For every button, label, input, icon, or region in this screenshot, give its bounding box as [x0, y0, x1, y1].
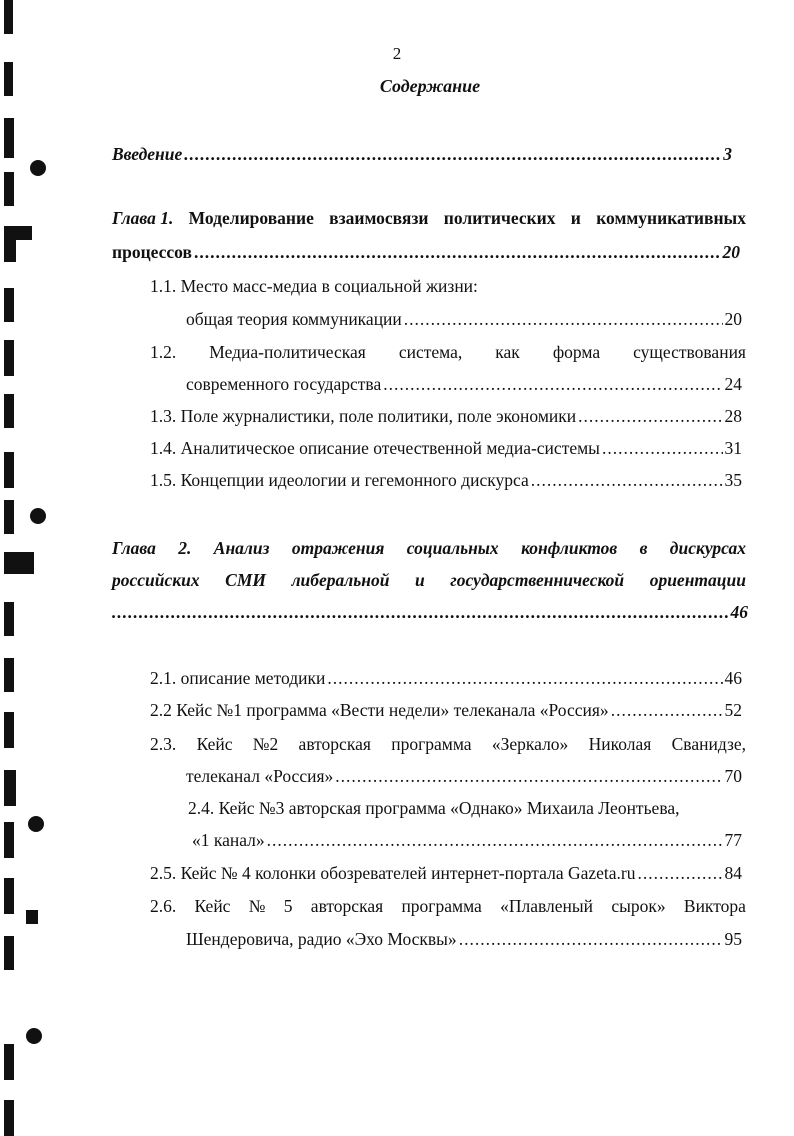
binder-mark — [4, 552, 34, 574]
toc-entry-2-5[interactable]: 2.5. Кейс № 4 колонки обозревателей интернет-портала Gazeta.ru ..... 84 — [150, 863, 742, 884]
toc-entry-2-4[interactable]: 2.4. Кейс №3 авторская программа «Однако» Михаила Леонтьева, — [188, 798, 680, 818]
toc-page-number: 28 — [724, 406, 742, 426]
dot-leader — [267, 830, 723, 851]
toc-entry-2-3-cont[interactable]: телеканал «Россия» ..... 70 — [186, 766, 742, 787]
dot-leader — [637, 863, 722, 884]
binder-mark — [4, 500, 14, 534]
binder-mark — [4, 770, 16, 806]
toc-page-number: 95 — [724, 929, 742, 949]
binder-hole — [30, 508, 46, 524]
dot-leader — [602, 438, 723, 459]
binder-mark — [4, 822, 14, 858]
toc-page-number: 3 — [723, 144, 732, 164]
binder-mark — [4, 712, 14, 748]
binder-mark — [4, 172, 14, 206]
toc-chapter1-title-cont[interactable]: процессов ..... 20 — [112, 242, 740, 263]
dot-leader — [335, 766, 722, 787]
toc-entry-2-4-cont[interactable]: «1 канал» ..... 77 — [192, 830, 742, 851]
toc-entry-1-1[interactable]: 1.1. Место масс-медиа в социальной жизни: — [150, 276, 478, 296]
binder-mark — [4, 658, 14, 692]
toc-page-number: 31 — [724, 438, 742, 458]
binder-mark — [26, 910, 38, 924]
toc-page-number: 20 — [724, 309, 742, 329]
toc-page-number: 84 — [724, 863, 742, 883]
dot-leader — [112, 602, 729, 623]
dot-leader — [194, 242, 721, 263]
toc-entry-2-2[interactable]: 2.2 Кейс №1 программа «Вести недели» телеканала «Россия» ..... 52 — [150, 700, 742, 721]
binder-mark — [4, 878, 14, 914]
dot-leader — [611, 700, 723, 721]
binder-mark — [4, 452, 14, 488]
toc-entry-2-3[interactable]: 2.3. Кейс №2 авторская программа «Зеркало» Николая Сванидзе, — [150, 734, 746, 754]
page-title: Содержание — [379, 76, 481, 96]
binder-hole — [30, 160, 46, 176]
toc-entry-2-1[interactable]: 2.1. описание методики ..... 46 — [150, 668, 742, 689]
dot-leader — [578, 406, 722, 427]
toc-chapter2-title[interactable]: Глава 2. Анализ отражения социальных конфликтов в дискурсах — [112, 538, 746, 558]
toc-chapter1-title[interactable]: Глава 1. Моделирование взаимосвязи политических и коммуникативных — [112, 208, 746, 228]
page-number: 2 — [392, 44, 402, 63]
toc-page-number: 46 — [730, 602, 748, 622]
toc-entry-1-3[interactable]: 1.3. Поле журналистики, поле политики, поле экономики ..... 28 — [150, 406, 742, 427]
toc-entry-2-6[interactable]: 2.6. Кейс № 5 авторская программа «Плавленый сырок» Виктора — [150, 896, 746, 916]
binder-mark — [4, 1100, 14, 1136]
toc-entry-1-1-cont[interactable]: общая теория коммуникации ..... 20 — [186, 309, 742, 330]
dot-leader — [531, 470, 723, 491]
binder-hole — [28, 816, 44, 832]
toc-page-number: 52 — [724, 700, 742, 720]
binder-mark — [4, 226, 16, 262]
binder-hole — [26, 1028, 42, 1044]
chapter-prefix: Глава 1. — [112, 208, 174, 228]
toc-page-number: 70 — [724, 766, 742, 786]
dot-leader — [383, 374, 722, 395]
binder-mark — [4, 288, 14, 322]
toc-entry-1-4[interactable]: 1.4. Аналитическое описание отечественной медиа-системы ..... 31 — [150, 438, 742, 459]
toc-page-number: 35 — [724, 470, 742, 490]
dot-leader — [459, 929, 723, 950]
toc-entry-label: Введение — [112, 144, 183, 164]
toc-page-number: 20 — [722, 242, 740, 262]
binder-mark — [4, 118, 14, 158]
toc-page-number: 77 — [724, 830, 742, 850]
toc-entry-1-2-cont[interactable]: современного государства ..... 24 — [186, 374, 742, 395]
binder-mark — [4, 0, 13, 34]
binder-mark — [4, 936, 14, 970]
binder-mark — [4, 1044, 14, 1080]
toc-entry-1-2[interactable]: 1.2. Медиа-политическая система, как форма существования — [150, 342, 746, 362]
toc-chapter2-leader[interactable] — [112, 602, 748, 623]
dot-leader — [327, 668, 722, 689]
binder-mark — [4, 340, 14, 376]
toc-page-number: 24 — [724, 374, 742, 394]
binder-mark — [4, 602, 14, 636]
dot-leader — [184, 144, 721, 165]
binder-mark — [4, 394, 14, 428]
toc-page-number: 46 — [724, 668, 742, 688]
toc-entry-1-5[interactable]: 1.5. Концепции идеологии и гегемонного дискурса ..... 35 — [150, 470, 742, 491]
toc-chapter2-title-cont[interactable]: российских СМИ либеральной и государственнической ориентации — [112, 570, 746, 590]
dot-leader — [404, 309, 723, 330]
toc-entry-intro[interactable] — [112, 144, 732, 165]
toc-entry-2-6-cont[interactable]: Шендеровича, радио «Эхо Москвы» ..... 95 — [186, 929, 742, 950]
